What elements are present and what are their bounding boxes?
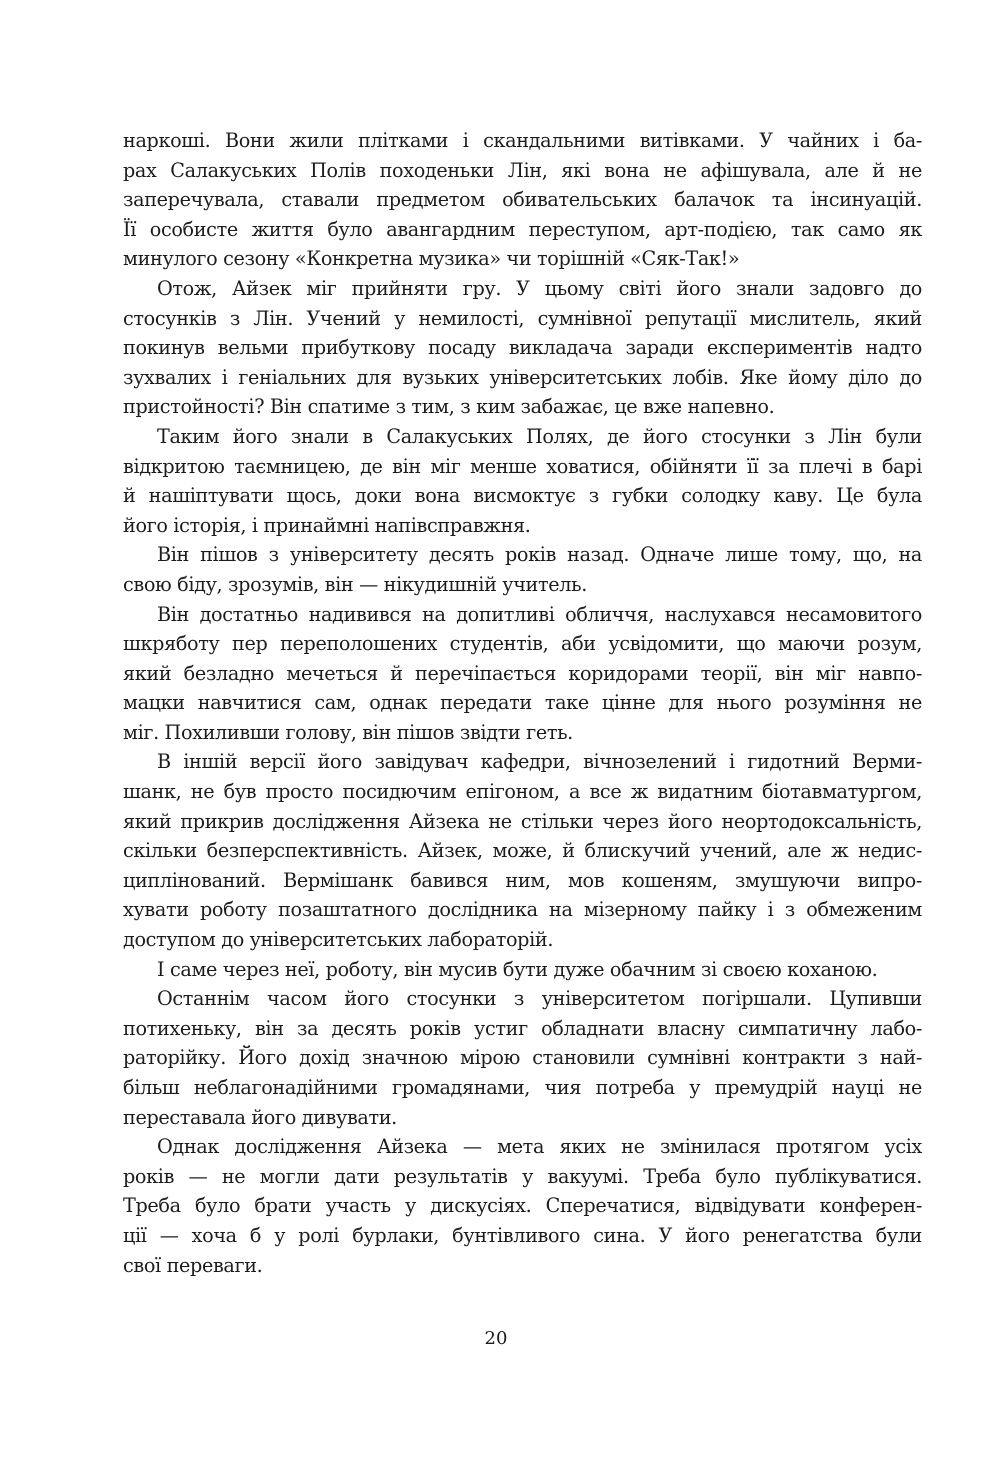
text-line: й нашіптувати щось, доки вона висмоктує з губки солодку каву. Це була	[123, 484, 922, 508]
paragraph	[123, 600, 922, 748]
text-line: свої переваги.	[123, 1253, 263, 1277]
text-line: який прикрив дослідження Айзека не стільки через його неортодоксальність,	[123, 809, 922, 833]
text-line: доступом до університетських лабораторій.	[123, 928, 554, 952]
text-line: шкряботу пер переполошених студентів, аби усвідомити, що маючи розум,	[123, 632, 922, 656]
text-line: Однак дослідження Айзека — мета яких не змінилася протягом усіх	[157, 1135, 922, 1159]
text-line: свою біду, зрозумів, він — нікудишній учитель.	[123, 572, 587, 596]
text-line: відкритою таємницею, де він міг менше ховатися, обійняти її за плечі в барі	[123, 454, 922, 478]
text-line: хувати роботу позаштатного дослідника на мізерному пайку і з обмеженим	[123, 898, 922, 922]
text-line: минулого сезону «Конкретна музика» чи торішній «Сяк-Так!»	[123, 247, 740, 271]
text-line: зухвалих і геніальних для вузьких університетських лобів. Яке йому діло до	[123, 365, 922, 389]
text-line: Він пішов з університету десять років назад. Одначе лише тому, що, на	[157, 543, 922, 567]
text-line: скільки безперспективність. Айзек, може, й блискучий учений, але ж недис-	[123, 839, 922, 863]
text-line: Таким його знали в Салакуських Полях, де його стосунки з Лін були	[157, 424, 922, 448]
paragraph	[123, 274, 922, 422]
text-line: пристойності? Він спатиме з тим, з ким забажає, це вже напевно.	[123, 395, 775, 419]
text-line: циплінований. Вермішанк бавився ним, мов кошеням, змушуючи випро-	[123, 868, 922, 892]
text-line: міг. Похиливши голову, він пішов звідти геть.	[123, 720, 573, 744]
text-line: ції — хоча б у ролі бурлаки, бунтівливого сина. У його ренегатства були	[123, 1223, 922, 1247]
text-line: рах Салакуських Полів походеньки Лін, які вона не афішувала, але й не	[123, 158, 922, 182]
text-line: покинув вельми прибуткову посаду викладача заради експериментів надто	[123, 336, 922, 360]
paragraph	[123, 1132, 922, 1280]
text-line: наркоші. Вони жили плітками і скандальними витівками. У чайних і ба-	[123, 129, 922, 152]
text-line: заперечувала, ставали предметом обивательських балачок та інсинуацій.	[123, 188, 922, 212]
text-line: мацки навчитися сам, однак передати таке цінне для нього розуміння не	[123, 691, 922, 715]
text-line: років — не могли дати результатів у вакуумі. Треба було публікуватися.	[123, 1164, 922, 1188]
text-line: потихеньку, він за десять років устиг обладнати власну симпатичну лабо-	[123, 1016, 922, 1040]
text-line: Отож, Айзек міг прийняти гру. У цьому світі його знали задовго до	[157, 276, 922, 300]
page-number: 20	[484, 1328, 508, 1349]
text-line: шанк, не був просто посидючим епігоном, а все ж видатним біотавматургом,	[123, 780, 922, 804]
text-line: Її особисте життя було авангардним переступом, арт-подією, так само як	[123, 217, 922, 241]
text-line: Він достатньо надивився на допитливі обличчя, наслухався несамовитого	[157, 602, 922, 626]
text-line: раторійку. Його дохід значною мірою становили сумнівні контракти з най-	[123, 1046, 922, 1070]
paragraph	[123, 955, 922, 985]
text-line: переставала його дивувати.	[123, 1105, 397, 1129]
paragraph	[123, 540, 922, 599]
paragraph	[123, 422, 922, 540]
text-line: стосунків з Лін. Учений у немилості, сумнівної репутації мислитель, який	[123, 306, 922, 330]
text-line: І саме через неї, роботу, він мусив бути дуже обачним зі своєю коханою.	[157, 957, 878, 981]
text-line: Треба було брати участь у дискусіях. Сперечатися, відвідувати конферен-	[123, 1194, 922, 1218]
text-line: Останнім часом його стосунки з університетом погіршали. Цупивши	[157, 987, 922, 1011]
text-line: який безладно мечеться й перечіпається коридорами теорії, він міг навпо-	[123, 661, 922, 685]
paragraph	[123, 747, 922, 954]
body-text	[123, 126, 922, 1280]
text-line: В іншій версії його завідувач кафедри, вічнозелений і гидотний Верми-	[157, 750, 922, 774]
text-line: більш неблагонадійними громадянами, чия потреба у премудрій науці не	[123, 1076, 922, 1099]
paragraph	[123, 126, 922, 274]
text-line: його історія, і принаймні напівсправжня.	[123, 513, 531, 537]
paragraph	[123, 984, 922, 1132]
